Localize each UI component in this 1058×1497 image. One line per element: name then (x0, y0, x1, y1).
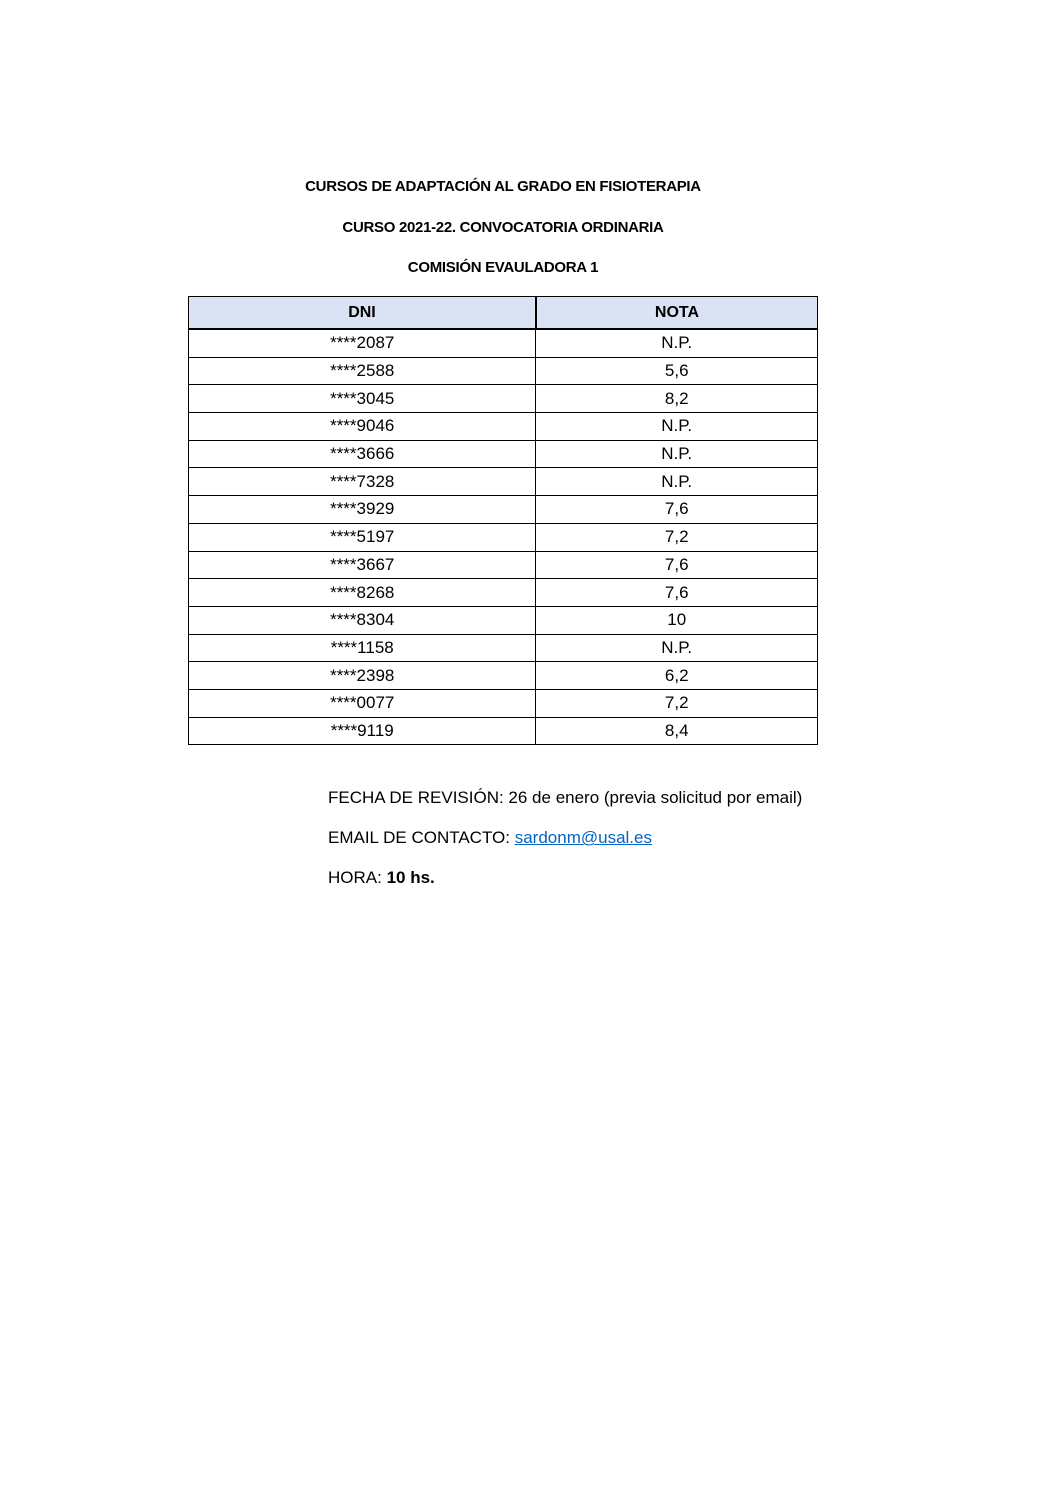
hora-value: 10 hs. (386, 868, 435, 887)
dni-cell: ****1158 (189, 634, 536, 662)
column-header-dni: DNI (189, 297, 536, 330)
table-row (189, 496, 818, 524)
dni-cell: ****3929 (189, 496, 536, 524)
nota-cell: 8,2 (536, 385, 818, 413)
contact-email-link[interactable]: sardonm@usal.es (514, 828, 652, 847)
grades-table (188, 296, 818, 745)
contact-email-line (328, 828, 652, 848)
column-header-nota: NOTA (536, 297, 818, 330)
table-row (189, 413, 818, 441)
dni-cell: ****8304 (189, 606, 536, 634)
hora-line (328, 868, 435, 888)
dni-cell: ****0077 (189, 689, 536, 717)
commission-subtitle: COMISIÓN EVAULADORA 1 (407, 259, 599, 276)
dni-cell: ****2588 (189, 357, 536, 385)
nota-cell: 7,6 (536, 496, 818, 524)
dni-cell: ****9046 (189, 413, 536, 441)
contact-email-label: EMAIL DE CONTACTO: (328, 828, 515, 847)
nota-cell: 6,2 (536, 662, 818, 690)
table-row (189, 634, 818, 662)
dni-cell: ****3045 (189, 385, 536, 413)
table-row (189, 579, 818, 607)
nota-cell: 7,6 (536, 551, 818, 579)
dni-cell: ****9119 (189, 717, 536, 745)
dni-cell: ****7328 (189, 468, 536, 496)
hora-label: HORA: (328, 868, 387, 887)
dni-cell: ****5197 (189, 523, 536, 551)
dni-cell: ****2087 (189, 329, 536, 357)
nota-cell: N.P. (536, 440, 818, 468)
nota-cell: 7,2 (536, 689, 818, 717)
table-row (189, 385, 818, 413)
nota-cell: 5,6 (536, 357, 818, 385)
nota-cell: 7,6 (536, 579, 818, 607)
nota-cell: 10 (536, 606, 818, 634)
revision-date-line: FECHA DE REVISIÓN: 26 de enero (previa solicitud por email) (328, 788, 803, 807)
table-row (189, 689, 818, 717)
table-row (189, 468, 818, 496)
table-row (189, 357, 818, 385)
document-title: CURSOS DE ADAPTACIÓN AL GRADO EN FISIOTERAPIA (305, 178, 701, 195)
table-row (189, 440, 818, 468)
nota-cell: 7,2 (536, 523, 818, 551)
nota-cell: N.P. (536, 468, 818, 496)
table-row (189, 523, 818, 551)
nota-cell: N.P. (536, 413, 818, 441)
nota-cell: 8,4 (536, 717, 818, 745)
dni-cell: ****3666 (189, 440, 536, 468)
table-row (189, 662, 818, 690)
nota-cell: N.P. (536, 634, 818, 662)
table-row (189, 606, 818, 634)
table-row (189, 551, 818, 579)
table-row (189, 717, 818, 745)
dni-cell: ****8268 (189, 579, 536, 607)
table-row (189, 329, 818, 357)
table-header-row (189, 297, 818, 330)
dni-cell: ****2398 (189, 662, 536, 690)
dni-cell: ****3667 (189, 551, 536, 579)
nota-cell: N.P. (536, 329, 818, 357)
course-subtitle: CURSO 2021-22. CONVOCATORIA ORDINARIA (342, 219, 664, 236)
